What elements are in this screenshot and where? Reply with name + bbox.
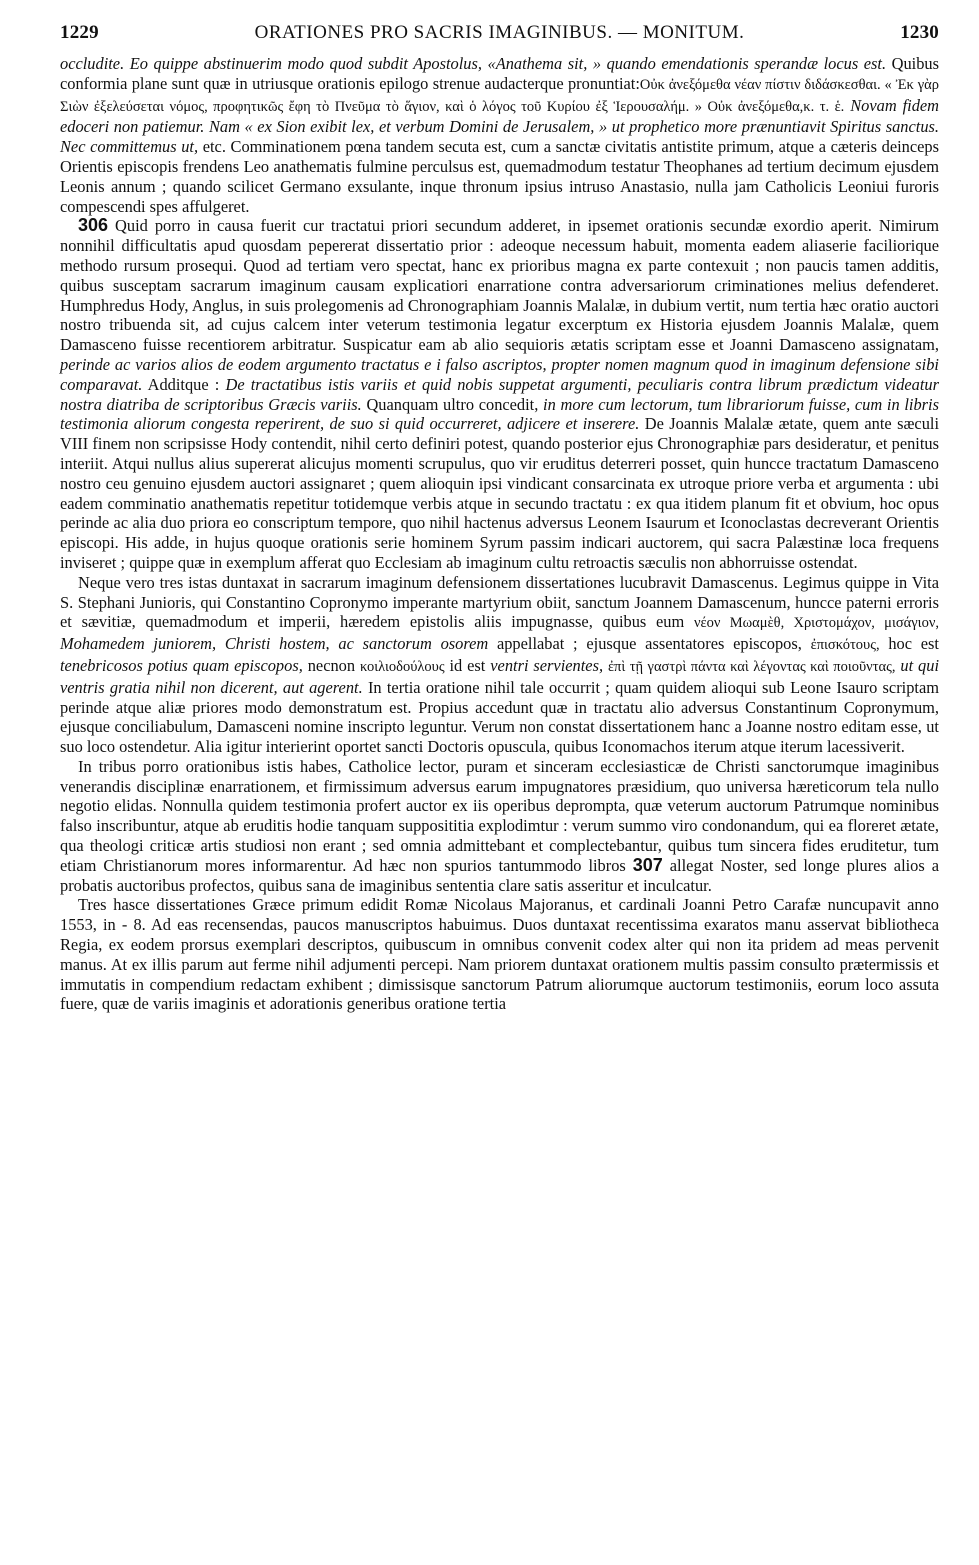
text-run: allegat Noster, sed longe plures alios a probatis auctoribus profectos, quibus sana de imaginibus sententia clare satis asseritur et inculcatur. xyxy=(60,855,939,895)
italic-text: Mohamedem juniorem, Christi hostem, ac sanctorum osorem xyxy=(60,634,489,654)
italic-text: ventri servientes, xyxy=(490,655,604,675)
column-number-right: 1230 xyxy=(900,22,939,43)
running-header xyxy=(60,22,939,54)
body-text xyxy=(60,54,939,1014)
text-run: hoc est xyxy=(879,634,939,654)
greek-text: νέον Μωαμὲθ, Χριστομάχον, μισάγιον, xyxy=(694,615,940,632)
paragraph xyxy=(60,895,939,1014)
text-run: In tertia oratione nihil tale occurrit ; quam quidem alioqui sub Leone Isauro scriptam perinde atque aliæ priores modo demonstratum est. Propius accedunt quæ in tractatu alio adversus Constantinum Copronymum, ejusque conciliabulum, Damasceni nomine inscripto leguntur. Verum non constat dissertationem hanc a Joanne nostro editam esse, ut suo loco ostendetur. Alia igitur interierint oportet sancti Doctoris opuscula, quibus Iconomachos iterum atque iterum lacessiverit. xyxy=(60,677,939,757)
text-run: Quid porro in causa fuerit cur tractatui priori secundum adderet, in ipsemet orationis secundæ exordio aperit. Nimirum nonnihil difficultatis apud quosdam pepererat dissertatio prior : adeoque necessum habuit, momenta eadem aliaserie faciliorique methodo rursum prosequi. Quod ad tertiam vero spectat, hanc ex prioribus magna ex parte contexuit ; non paucis tamen additis, quibus susceptam sacrarum imaginum causam explicatiori enarratione contra adversariorum criminationes melius defenderet. Humphredus Hody, Anglus, in suis prolegomenis ad Chronographiam Joannis Malalæ, in dubium vertit, num tertia hæc oratio auctori nostro tribuenda sit, ad cujus calcem inter veterum testimonia legatur excerptum ex Historia ejusdem Joannis Malalæ, quem Damasceno fuisse recentiorem arbitratur. Suspicatur eam ab alio sequioris ætatis scriptam esse et Joanni Damasceno assignatam, xyxy=(60,216,939,355)
paragraph xyxy=(60,573,939,757)
text-run: appellabat ; ejusque assentatores episcopos, xyxy=(488,634,811,654)
text-run: Quibus conformia plane sunt quæ in utriusque orationis epilogo strenue audacterque pronuntiat: xyxy=(60,54,939,93)
text-run: Quanquam ultro concedit, xyxy=(361,394,544,414)
greek-text: ἐπισκότους, xyxy=(810,637,880,654)
italic-text: ut qui ventris gratia nihil non dicerent, aut agerent. xyxy=(60,655,940,697)
text-run: etc. Comminationem pœna tandem secuta est, cum a sanctæ civitatis antistite primum, atque a cæteris deinceps Orientis episcopis frendens Leo anathematis fulmine perculsus est, quemadmodum testatur Theophanes ad tertium decimum ejusdem Leonis annum ; quando scilicet Germano exsulante, inque thronum ipsius intruso Anastasio, nulla jam Catholicis Leoniui furoris compescendi spes affulgeret. xyxy=(60,137,940,216)
paragraph xyxy=(60,54,939,216)
margin-page-number: 306 xyxy=(78,215,109,236)
paragraph xyxy=(60,216,939,572)
italic-text: De tractatibus istis variis et quid nobis suppetat argumenti, peculiaris contra librum prædictum videatur nostra diatriba de scriptoribus Græcis variis. xyxy=(60,374,939,414)
greek-text: Οὐκ ἀνεξόμεθα νέαν πίστιν διδάσκεσθαι. « Ἐκ γὰρ Σιὼν ἐξελεύσεται νόμος, προφητικῶς ἔφη τὸ Πνεῦμα τὸ ἅγιον, καὶ ὁ λόγος τοῦ Κυρίου ἐξ Ἱερουσαλήμ. » Οὐκ ἀνεξόμεθα,κ. τ. ἑ. xyxy=(60,76,939,115)
text-run: id est xyxy=(444,655,491,675)
text-run: Tres hasce dissertationes Græce primum edidit Romæ Nicolaus Majoranus, et cardinali Joanni Petro Carafæ nuncupavit anno 1553, in - 8. Ad eas recensendas, paucos manuscriptos habuimus. Duos duntaxat recentissima exaratos manu asservat bibliotheca Regia, ex eodem prorsus exemplari descriptos, quibuscum in omnibus convenit codex alter qui non ita pridem ad meas pervenit manus. At ex illis parum aut ferme nihil adjumenti percepi. Nam priorem duntaxat orationem multis passim consulto prætermissis et immutatis in compendium redactam exhibent ; dimissisque sanctorum Patrum aliorumque auctorum testimoniis, eorum loco assuta fuere, quæ de variis imaginis et adorationis generibus oratione tertia xyxy=(60,895,939,1014)
text-run: Additque : xyxy=(142,374,226,394)
italic-text: Novam fidem edoceri non patiemur. Nam « ex Sion exibit lex, et verbum Domini de Jerusalem, » ut prophetico more prænuntiavit Spiritus sanctus. Nec committemus ut, xyxy=(60,95,940,157)
greek-text: ἐπὶ τῇ γαστρὶ πάντα καὶ λέγοντας καὶ ποιοῦντας, xyxy=(607,658,896,675)
paragraph xyxy=(60,757,939,896)
text-run: Neque vero tres istas duntaxat in sacrarum imaginum defensionem dissertationes lucubravit Damascenus. Legimus quippe in Vita S. Stephani Junioris, qui Constantino Copronymo imperante martyrium obiit, sanctum Joannem Damascenum, huncce paterni erroris et sævitiæ, quemadmodum et imperii, hæredem epistolis aliis impugnasse, quibus eum xyxy=(60,572,939,632)
text-run: In tribus porro orationibus istis habes, Catholice lector, puram et sinceram ecclesiasticæ de Christi sanctorumque imaginibus venerandis disciplinæ enarrationem, et firmissimum adversus earum impugnatores præsidium, quo universa hæreticorum tela nullo negotio elidas. Nonnulla quidem testimonia profert auctor ex iis operibus deprompta, quæ veterum auctorum Patrumque nominibus falso inscribuntur, atque ab eruditis hodie tanquam supposititia explodimtur : verum summo viro condonandum, qui ea floreret ætate, qua theologi criticæ artis studiosi non erant ; sed omnia admittebant et complectebantur, quibus tum sincera fides eruditetur, tum etiam Christianorum mores informarentur. Ad hæc non spurios tantummodo libros xyxy=(60,756,939,875)
italic-text: perinde ac varios alios de eodem argumento tractatus e i falso ascriptos, propter nomen magnum quod in imaginum defensione sibi comparavat. xyxy=(60,354,939,394)
column-number-left: 1229 xyxy=(60,22,99,43)
greek-text: κοιλιοδούλους xyxy=(359,658,445,675)
italic-text: tenebricosos potius quam episcopos, xyxy=(60,655,303,675)
italic-text: occludite. Eo quippe abstinuerim modo quod subdit Apostolus, «Anathema sit, » quando emendationis sperandæ locus est. xyxy=(60,54,887,73)
italic-text: in more cum lectorum, tum librariorum fuisse, cum in libris testimonia aliorum congesta reperirent, de suo si quid occurreret, adjicere et inserere. xyxy=(60,394,939,434)
running-title: ORATIONES PRO SACRIS IMAGINIBUS. — MONITUM. xyxy=(254,22,745,43)
text-run: De Joannis Malalæ ætate, quem ante sæculi VIII finem non scripsisse Hody contendit, nihil certo definiri potest, quando posterior ejus Chronographiæ pars desideratur, et penitus interiit. Atqui nullus alius supererat alicujus momenti scrupulus, quo vir eruditus deterreri posset, quin huncce tractatum Damasceno nostro ceu genuino ejusdem auctori assignaret ; quem alioquin ipsi vindicant consarcinata ex utroque priore verba et argumenta : ubi eadem comminatio anathematis repetitur totidemque verbis atque in secundo tractatu : ex qua itidem planum fit et obvium, hoc opus perinde ac alia duo priora eo conscriptum tempore, quo nihil hactenus adversus Leonem Isaurum et Iconoclastas decreverant Orientis episcopi. His adde, in hujus quoque orationis serie hominem Syrum passim indicari auctorem, qui sacra Palæstinæ loca frequens inviseret ; quippe quæ in exemplum afferat quo Ecclesiam ab imaginum cultu retroactis sæculis non abhorruisse ostendat. xyxy=(60,414,940,572)
margin-page-number: 307 xyxy=(632,854,663,875)
text-run: necnon xyxy=(302,655,360,675)
